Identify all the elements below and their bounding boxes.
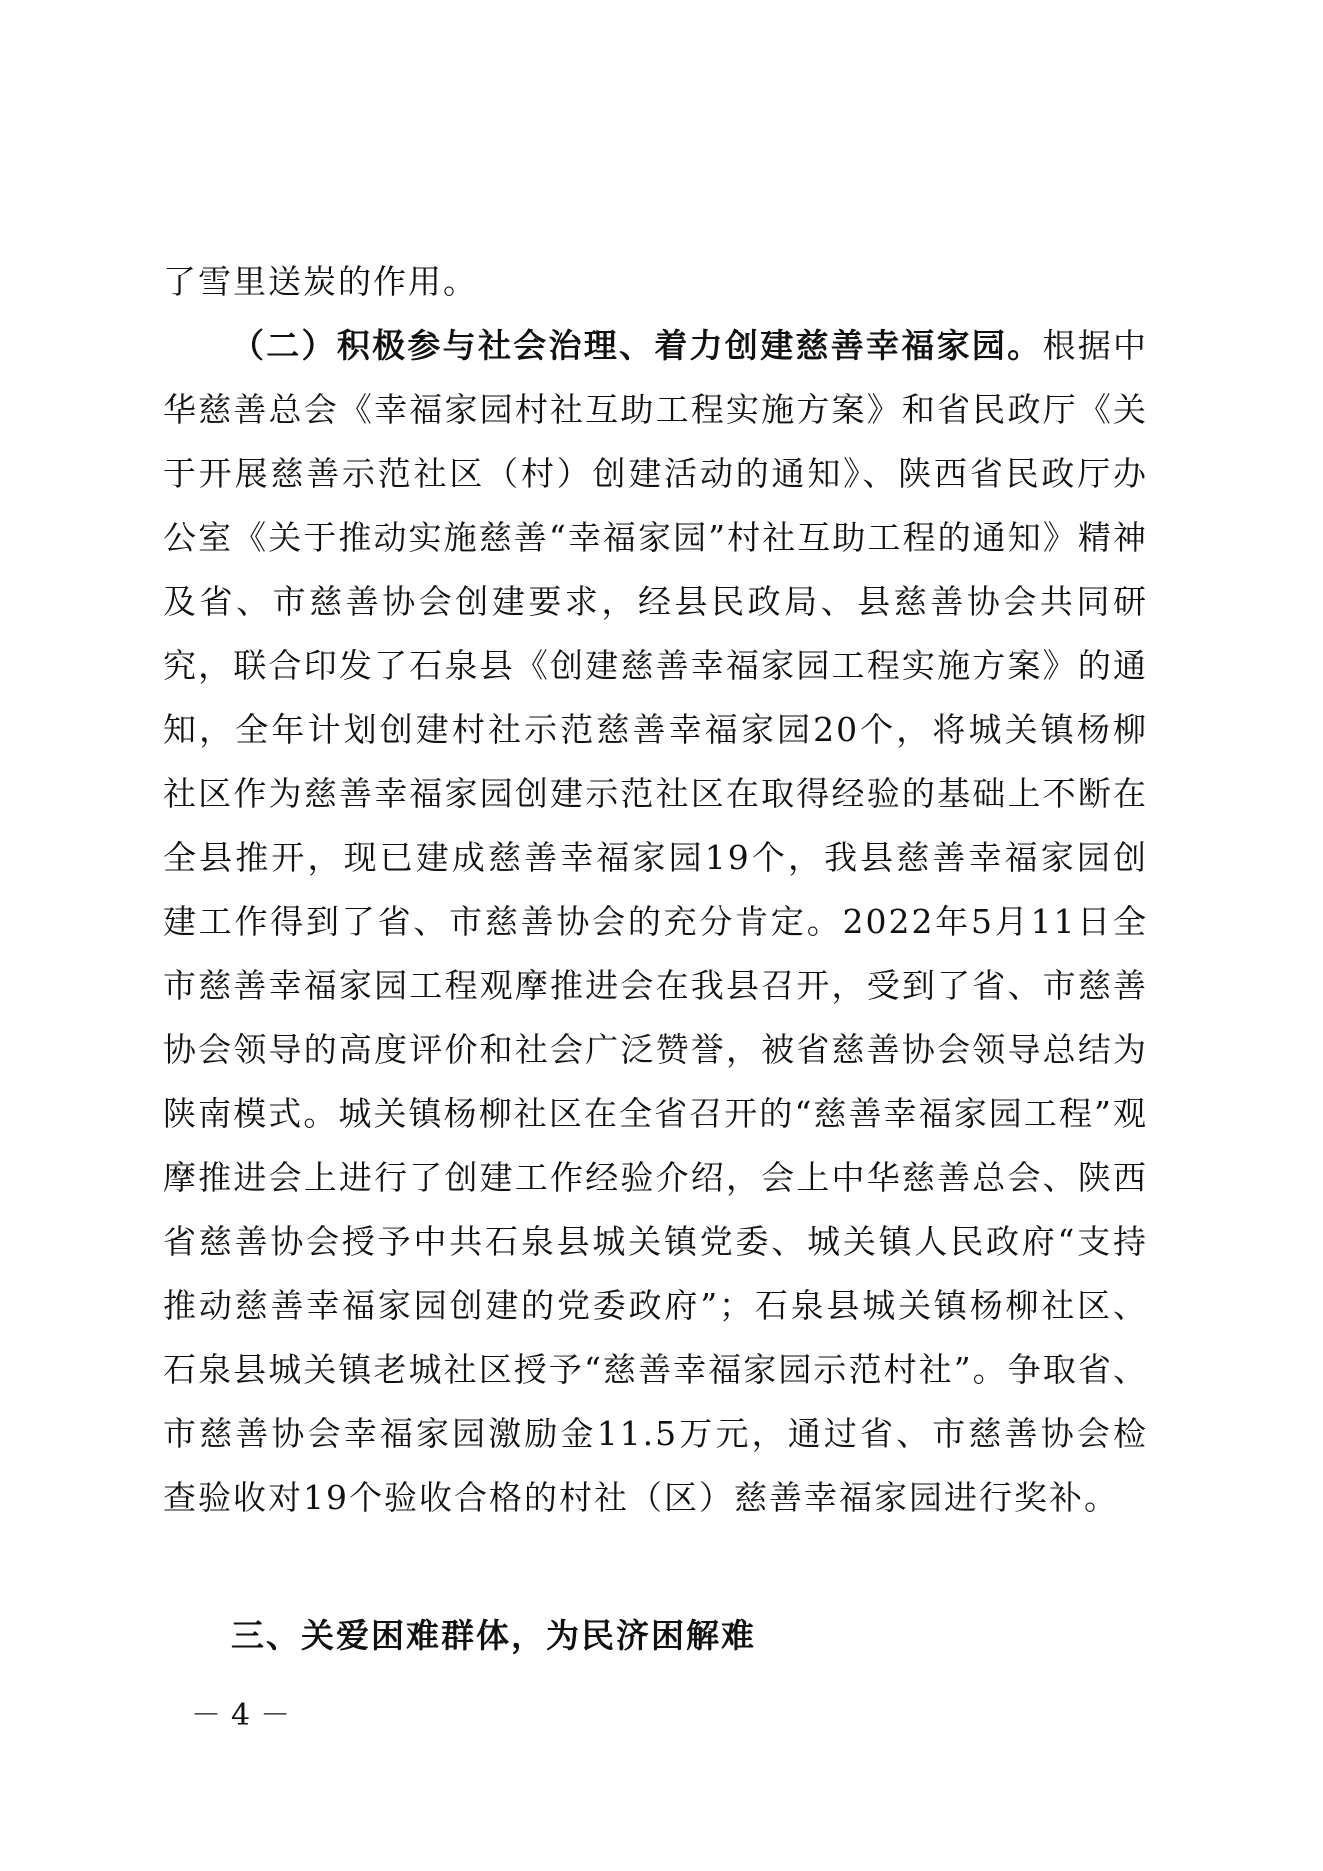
body-text [163, 250, 1148, 1530]
section-two-paragraph [163, 314, 1148, 1530]
page-number: －4－ [191, 1698, 301, 1733]
section-three-heading: 三、关爱困难群体，为民济困解难 [231, 1616, 756, 1655]
section-two-heading: （二）积极参与社会治理、着力创建慈善幸福家园。 [231, 326, 1043, 365]
section-two-body: 根据中华慈善总会《幸福家园村社互助工程实施方案》和省民政厅《关于开展慈善示范社区（村）创建活动的通知》、陕西省民政厅办公室《关于推动实施慈善“幸福家园”村社互助工程的通知》精神及省、市慈善协会创建要求，经县民政局、县慈善协会共同研究，联合印发了石泉县《创建慈善幸福家园工程实施方案》的通知，全年计划创建村社示范慈善幸福家园20个，将城关镇杨柳社区作为慈善幸福家园创建示范社区在取得经验的基础上不断在全县推开，现已建成慈善幸福家园19个，我县慈善幸福家园创建工作得到了省、市慈善协会的充分肯定。2022年5月11日全市慈善幸福家园工程观摩推进会在我县召开，受到了省、市慈善协会领导的高度评价和社会广泛赞誉，被省慈善协会领导总结为陕南模式。城关镇杨柳社区在全省召开的“慈善幸福家园工程”观摩推进会上进行了创建工作经验介绍，会上中华慈善总会、陕西省慈善协会授予中共石泉县城关镇党委、城关镇人民政府“支持推动慈善幸福家园创建的党委政府”；石泉县城关镇杨柳社区、石泉县城关镇老城社区授予“慈善幸福家园示范村社”。争取省、市慈善协会幸福家园激励金11.5万元，通过省、市慈善协会检查验收对19个验收合格的村社（区）慈善幸福家园进行奖补。 [163, 326, 1149, 1517]
continued-paragraph: 了雪里送炭的作用。 [163, 262, 478, 301]
